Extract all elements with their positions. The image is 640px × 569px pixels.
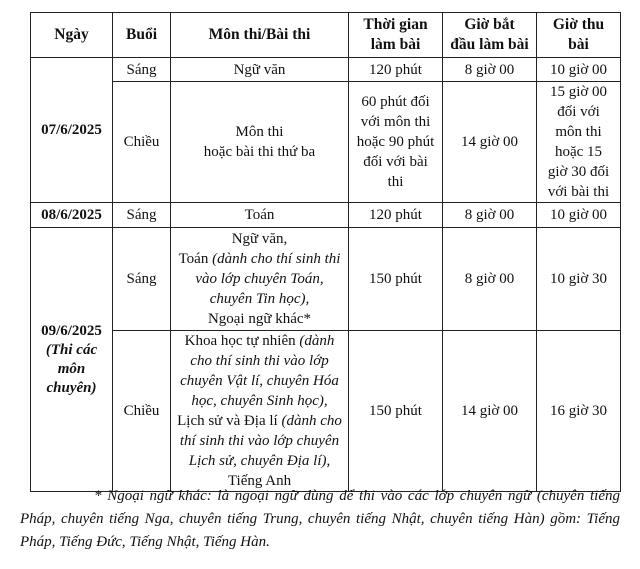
end-time-cell	[537, 82, 621, 203]
subject-text: Lịch sử và Địa lí	[177, 413, 282, 429]
subject-note: chuyên Tin học),	[209, 291, 310, 307]
end-time-line: hoặc 15	[554, 144, 603, 160]
header-start-line: đầu làm bài	[450, 36, 529, 53]
date-cell-day2: 08/6/2025	[31, 203, 113, 228]
subject-line: Ngữ văn,	[231, 231, 288, 247]
subject-note: vào lớp chuyên Toán,	[195, 271, 324, 287]
date-text: 09/6/2025	[41, 323, 102, 339]
session-cell: Chiều	[113, 82, 171, 203]
subject-text: Toán	[178, 251, 213, 267]
start-time-cell: 14 giờ 00	[443, 331, 537, 492]
header-end-line: bài	[568, 36, 589, 53]
date-cell-day1: 07/6/2025	[31, 58, 113, 203]
exam-schedule-table	[30, 12, 621, 492]
subject-note: thí sinh thi vào lớp chuyên	[179, 433, 340, 449]
end-time-cell: 10 giờ 00	[537, 58, 621, 82]
header-end-line: Giờ thu	[552, 16, 605, 33]
table-row	[31, 58, 621, 82]
header-date: Ngày	[31, 13, 113, 58]
end-time-cell: 10 giờ 30	[537, 228, 621, 331]
start-time-cell: 8 giờ 00	[443, 228, 537, 331]
subject-line: Môn thi	[235, 124, 284, 140]
header-start-time	[443, 13, 537, 58]
subject-note: (dành cho	[281, 413, 342, 429]
footnote-text: * Ngoại ngữ khác: là ngoại ngữ dùng để thi vào các lớp chuyên ngữ (chuyên tiếng Pháp, chuyên tiếng Nga, chuyên tiếng Trung, chuyên tiếng Nhật, chuyên tiếng Hàn) gồm: Tiếng Pháp, Tiếng Đức, Tiếng Nhật, Tiếng Hàn.	[20, 488, 620, 550]
end-time-line: môn thi	[555, 124, 602, 140]
session-cell: Chiều	[113, 331, 171, 492]
header-start-line: Giờ bắt	[464, 16, 515, 33]
table-row	[31, 203, 621, 228]
subject-line: Ngoại ngữ khác*	[207, 311, 312, 327]
duration-line: đối với bài	[363, 154, 428, 170]
subject-note: chuyên Vật lí, chuyên Hóa	[180, 373, 339, 389]
end-time-line: với bài thi	[547, 184, 610, 200]
session-cell: Sáng	[113, 228, 171, 331]
table-row	[31, 82, 621, 203]
subject-note: (dành cho thí sinh thi	[212, 251, 341, 267]
end-time-line: giờ 30 đối	[547, 164, 610, 180]
duration-line: 60 phút đối	[361, 94, 430, 110]
duration-cell: 120 phút	[349, 58, 443, 82]
subject-line	[174, 249, 345, 269]
header-duration	[349, 13, 443, 58]
end-time-cell: 16 giờ 30	[537, 331, 621, 492]
subject-cell	[171, 82, 349, 203]
duration-cell: 150 phút	[349, 331, 443, 492]
specialized-note: môn	[57, 361, 86, 377]
header-duration-line: làm bài	[370, 36, 421, 53]
subject-note: Lịch sử, chuyên Địa lí),	[188, 453, 331, 469]
end-time-line: đối với	[557, 104, 600, 120]
duration-cell: 120 phút	[349, 203, 443, 228]
date-cell-day3	[31, 228, 113, 492]
subject-note: học, chuyên Sinh học),	[191, 393, 328, 409]
header-duration-line: Thời gian	[363, 16, 428, 33]
subject-line: Tiếng Anh	[227, 473, 292, 489]
subject-line: hoặc bài thi thứ ba	[203, 144, 316, 160]
duration-cell: 150 phút	[349, 228, 443, 331]
subject-line	[174, 331, 345, 351]
header-session: Buổi	[113, 13, 171, 58]
start-time-cell: 14 giờ 00	[443, 82, 537, 203]
duration-line: với môn thi	[360, 114, 431, 130]
subject-cell	[171, 331, 349, 492]
subject-text: Khoa học tự nhiên	[184, 333, 300, 349]
header-subject: Môn thi/Bài thi	[171, 13, 349, 58]
subject-cell: Toán	[171, 203, 349, 228]
subject-note: cho thí sinh thi vào lớp	[190, 353, 329, 369]
specialized-note: chuyên)	[46, 380, 97, 396]
duration-line: thi	[387, 174, 404, 190]
start-time-cell: 8 giờ 00	[443, 203, 537, 228]
footnote	[20, 485, 620, 554]
header-row	[31, 13, 621, 58]
subject-cell: Ngữ văn	[171, 58, 349, 82]
session-cell: Sáng	[113, 58, 171, 82]
end-time-cell: 10 giờ 00	[537, 203, 621, 228]
subject-cell	[171, 228, 349, 331]
end-time-line: 15 giờ 00	[549, 84, 608, 100]
header-end-time	[537, 13, 621, 58]
table-row	[31, 228, 621, 331]
session-cell: Sáng	[113, 203, 171, 228]
specialized-note: (Thi các	[45, 342, 98, 358]
duration-line: hoặc 90 phút	[356, 134, 435, 150]
subject-line	[174, 411, 345, 431]
subject-note: (dành	[299, 333, 335, 349]
start-time-cell: 8 giờ 00	[443, 58, 537, 82]
duration-cell	[349, 82, 443, 203]
table-row	[31, 331, 621, 492]
